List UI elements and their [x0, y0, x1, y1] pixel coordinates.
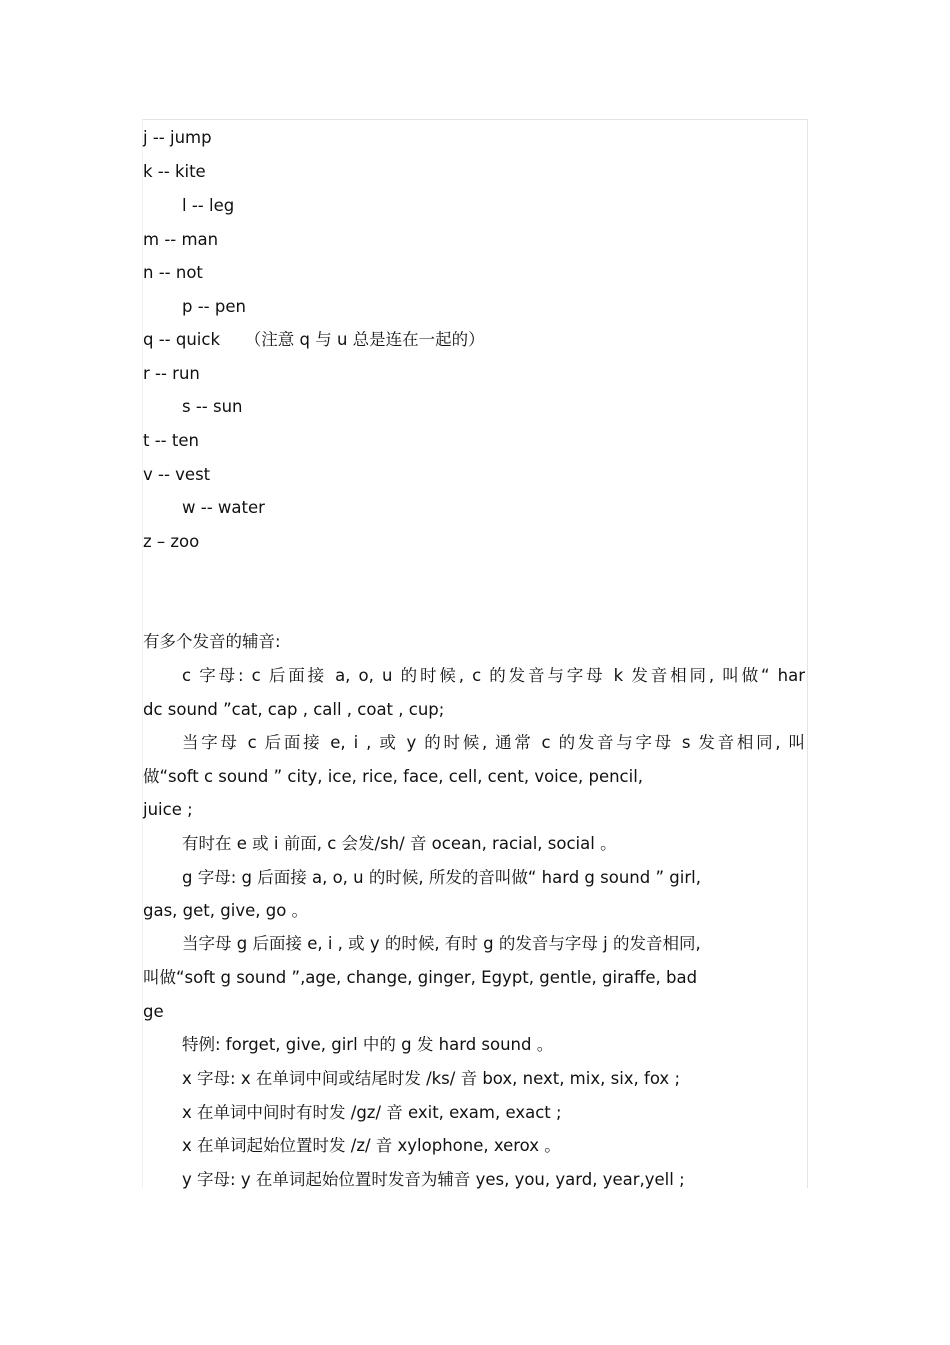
paragraph-line: ge — [143, 1002, 164, 1021]
letter-line-l: l -- leg — [182, 196, 235, 215]
paragraph-line: dc sound ”cat, cap , call , coat , cup; — [143, 700, 445, 719]
paragraph-line: 有时在 e 或 i 前面, c 会发/sh/ 音 ocean, racial, social 。 — [182, 834, 617, 853]
letter-line-w: w -- water — [182, 498, 265, 517]
paragraph-line: juice ; — [143, 800, 193, 819]
letter-line-q: q -- quick （注意 q 与 u 总是连在一起的） — [143, 330, 485, 349]
paragraph-line: 做“soft c sound ” city, ice, rice, face, cell, cent, voice, pencil, — [143, 767, 644, 786]
letter-line-k: k -- kite — [143, 162, 206, 181]
paragraph-line: 叫做“soft g sound ”,age, change, ginger, Egypt, gentle, giraffe, bad — [143, 968, 698, 987]
paragraph-line: y 字母: y 在单词起始位置时发音为辅音 yes, you, yard, year,yell ; — [182, 1170, 685, 1189]
letter-line-z: z – zoo — [143, 532, 200, 551]
paragraph-line: x 字母: x 在单词中间或结尾时发 /ks/ 音 box, next, mix, six, fox ; — [182, 1069, 680, 1088]
letter-line-v: v -- vest — [143, 465, 211, 484]
paragraph-line: 当字母 c 后面接 e, i , 或 y 的时候, 通常 c 的发音与字母 s 发音相同, 叫 — [182, 733, 805, 752]
paragraph-line: 特例: forget, give, girl 中的 g 发 hard sound 。 — [182, 1035, 554, 1054]
letter-line-m: m -- man — [143, 230, 219, 249]
paragraph-line: 当字母 g 后面接 e, i , 或 y 的时候, 有时 g 的发音与字母 j 的发音相同, — [182, 934, 701, 953]
paragraph-line: x 在单词中间时有时发 /gz/ 音 exit, exam, exact ; — [182, 1103, 562, 1122]
letter-line-j: j -- jump — [143, 128, 212, 147]
paragraph-line: gas, get, give, go 。 — [143, 901, 309, 920]
letter-line-n: n -- not — [143, 263, 203, 282]
letter-line-r: r -- run — [143, 364, 200, 383]
letter-line-t: t -- ten — [143, 431, 199, 450]
paragraph-line: g 字母: g 后面接 a, o, u 的时候, 所发的音叫做“ hard g sound ” girl, — [182, 868, 701, 887]
section-title: 有多个发音的辅音: — [143, 632, 281, 651]
paragraph-line: x 在单词起始位置时发 /z/ 音 xylophone, xerox 。 — [182, 1136, 561, 1155]
letter-line-s: s -- sun — [182, 397, 243, 416]
letter-line-p: p -- pen — [182, 297, 246, 316]
paragraph-line: c 字母: c 后面接 a, o, u 的时候, c 的发音与字母 k 发音相同, 叫做“ har — [182, 666, 805, 685]
